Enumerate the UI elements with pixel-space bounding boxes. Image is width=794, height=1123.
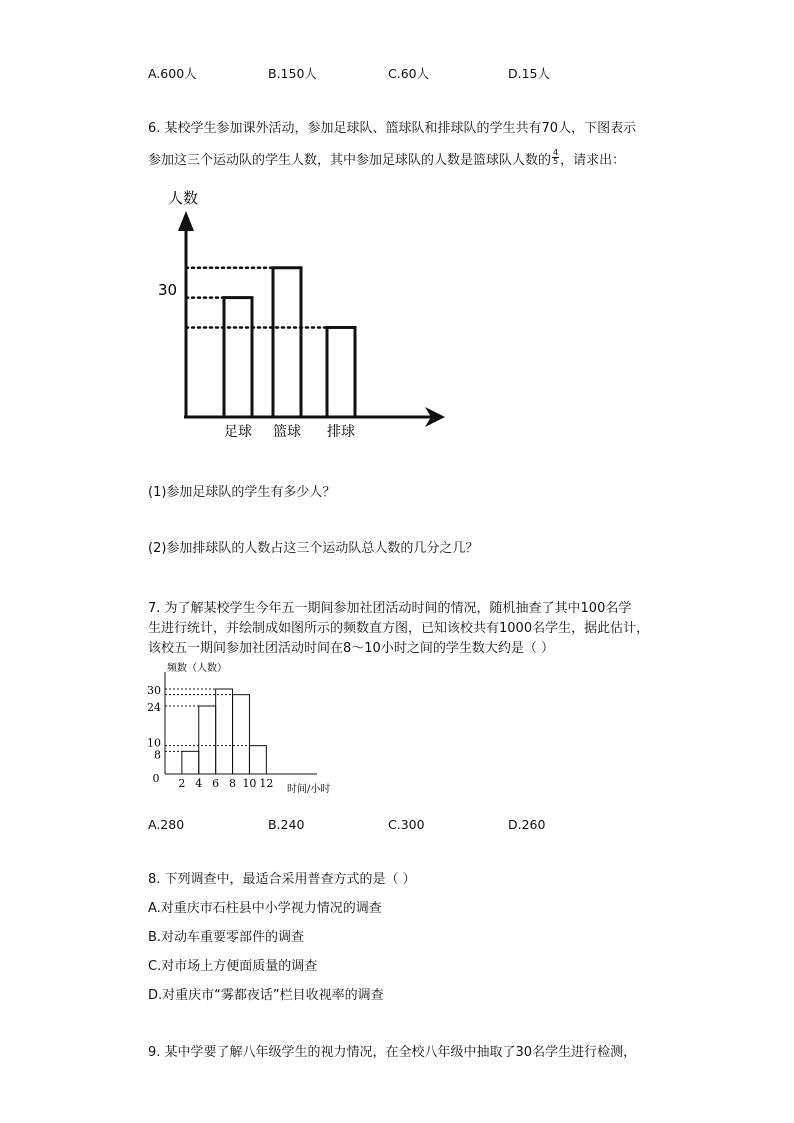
q6-stem-line2-pre: 参加这三个运动队的学生人数，其中参加足球队的人数是篮球队人数的	[148, 153, 552, 168]
histogram-y-label: 频数（人数）	[167, 663, 227, 674]
histogram-bar-3	[216, 689, 233, 774]
q6-stem-line2-post: ，请求出：	[560, 153, 626, 168]
q8-option-a: A.对重庆市石柱县中小学视力情况的调查	[148, 901, 382, 916]
histogram-bar-1	[182, 751, 199, 774]
fraction-numerator: 4	[553, 148, 559, 157]
x-tick-label-4: 4	[195, 777, 203, 790]
q5-option-a: A.600人	[148, 66, 197, 81]
fraction-four-fifths	[552, 149, 559, 166]
q7-option-d: D.260	[508, 817, 546, 832]
x-tick-label-10: 10	[242, 777, 257, 790]
q6-sub-question-1: (1)参加足球队的学生有多少人？	[148, 485, 336, 500]
histogram-x-label: 时间/小时	[287, 784, 331, 795]
x-tick-label-2: 2	[178, 777, 186, 790]
y-axis-arrow	[178, 211, 194, 231]
fraction-denominator: 5	[553, 157, 559, 166]
category-label-3: 排球	[327, 424, 355, 440]
q6-sub-question-2: (2)参加排球队的人数占这三个运动队总人数的几分之几？	[148, 541, 479, 556]
y-tick-label-30: 30	[147, 684, 161, 697]
y-tick-label-10: 10	[147, 736, 161, 750]
x-tick-label-0: 0	[152, 772, 160, 785]
x-tick-label-6: 6	[212, 777, 220, 790]
q7-option-b: B.240	[268, 817, 305, 832]
category-label-2: 篮球	[273, 424, 301, 440]
q7-stem-line3: 该校五一期间参加社团活动时间在8～10小时之间的学生数大约是（ ）	[148, 641, 554, 656]
q8-option-d: D.对重庆市“雾都夜话”栏目收视率的调查	[148, 988, 384, 1003]
x-tick-label-12: 12	[259, 777, 274, 790]
q7-option-a: A.280	[148, 817, 185, 832]
histogram-bar-2	[199, 706, 216, 774]
q6-stem-line2	[148, 148, 626, 169]
x-tick-label-8: 8	[229, 777, 237, 790]
bar-1	[224, 298, 252, 417]
frequency-histogram	[145, 658, 355, 798]
q9-stem-line1: 9. 某中学要了解八年级学生的视力情况，在全校八年级中抽取了30名学生进行检测，	[148, 1045, 637, 1060]
bar-3	[327, 327, 355, 417]
y-tick-label-8: 8	[154, 748, 161, 762]
q7-stem-line1: 7. 为了解某校学生今年五一期间参加社团活动时间的情况，随机抽查了其中100名学	[148, 601, 632, 616]
q8-option-b: B.对动车重要零部件的调查	[148, 930, 305, 945]
q6-stem-line1: 6. 某校学生参加课外活动，参加足球队、篮球队和排球队的学生共有70人，下图表示	[148, 121, 637, 136]
sports-team-bar-chart	[150, 185, 460, 445]
q8-option-c: C.对市场上方便面质量的调查	[148, 959, 318, 974]
q7-stem-line2: 生进行统计，并绘制成如图所示的频数直方图，已知该校共有1000名学生，据此估计，	[148, 621, 650, 636]
histogram-bar-5	[249, 746, 266, 774]
bar-2	[273, 268, 301, 417]
q5-option-c: C.60人	[388, 66, 430, 81]
y-tick-label-30: 30	[158, 281, 178, 299]
q7-option-c: C.300	[388, 817, 425, 832]
q5-option-b: B.150人	[268, 66, 317, 81]
histogram-bar-4	[233, 695, 250, 774]
category-label-1: 足球	[224, 424, 252, 440]
y-axis-label: 人数	[168, 189, 199, 207]
y-tick-label-24: 24	[147, 701, 161, 714]
q5-option-d: D.15人	[508, 66, 551, 81]
q8-stem: 8. 下列调查中，最适合采用普查方式的是（ ）	[148, 872, 416, 887]
